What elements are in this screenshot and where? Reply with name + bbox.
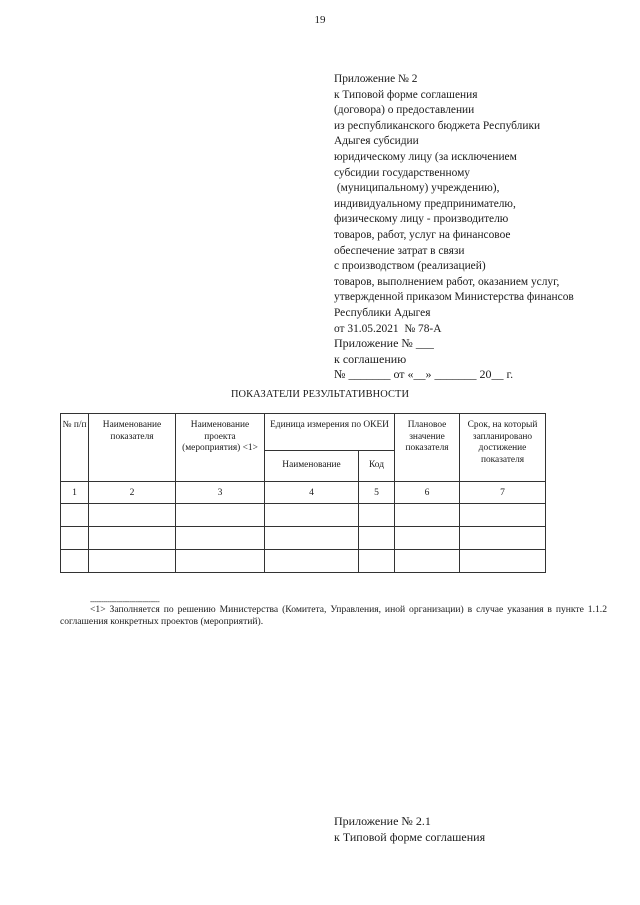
appendix-line: товаров, работ, услуг на финансовое [334,228,511,241]
appendix-line: (договора) о предоставлении [334,104,475,117]
footnote [60,604,607,629]
column-number: 1 [61,482,89,504]
next-appendix-header [334,814,485,845]
agreement-number-date-line: № _______ от «__» _______ 20__ г. [334,367,514,381]
table-cell[interactable] [395,504,460,527]
table-row [61,550,546,573]
table-cell[interactable] [395,550,460,573]
appendix-line: Республики Адыгея [334,306,431,319]
column-number: 5 [359,482,395,504]
table-cell[interactable] [359,550,395,573]
agreement-appendix-line: Приложение № ___ [334,336,434,350]
table-cell[interactable] [265,527,359,550]
appendix-line: от 31.05.2021 № 78-А [334,322,442,335]
page-number: 19 [314,14,326,26]
column-number: 3 [176,482,265,504]
table-header-row [61,414,546,451]
table-cell[interactable] [89,527,176,550]
indicators-table [60,413,546,573]
header-planned-value: Плановое значение показателя [395,414,460,482]
appendix-line: из республиканского бюджета Республики [334,119,541,132]
table-row [61,504,546,527]
appendix-line: индивидуальному предпринимателю, [334,197,516,210]
column-number: 6 [395,482,460,504]
table-cell[interactable] [265,504,359,527]
table-cell[interactable] [395,527,460,550]
header-unit-code: Код [359,451,395,482]
header-num: № п/п [61,414,89,482]
appendix-line: с производством (реализацией) [334,260,486,273]
table-cell[interactable] [61,550,89,573]
appendix-line: Приложение № 2 [334,73,418,85]
table-row [61,527,546,550]
appendix-line: утвержденной приказом Министерства финансов [334,291,574,304]
header-unit-name: Наименование [265,451,359,482]
table-cell[interactable] [61,504,89,527]
header-unit: Единица измерения по ОКЕИ [265,414,395,451]
appendix-line: юридическому лицу (за исключением [334,150,517,163]
header-indicator-name: Наименование показателя [89,414,176,482]
appendix-line: (муниципальному) учреждению), [334,182,500,195]
table-cell[interactable] [89,550,176,573]
footnote-separator: -------------------------------- [90,597,160,606]
next-appendix-line: к Типовой форме соглашения [334,829,486,844]
appendix-line: Адыгея субсидии [334,135,419,148]
table-cell[interactable] [460,504,546,527]
header-project-name: Наименование проекта (мероприятия) <1> [176,414,265,482]
appendix-line: физическому лицу - производителю [334,213,509,226]
table-title: ПОКАЗАТЕЛИ РЕЗУЛЬТАТИВНОСТИ [230,389,410,400]
appendix-line: товаров, выполнением работ, оказанием услуг, [334,275,560,288]
agreement-to-line: к соглашению [334,351,407,366]
agreement-reference [334,336,634,383]
table-cell[interactable] [176,504,265,527]
next-appendix-line: Приложение № 2.1 [334,814,431,828]
table-cell[interactable] [61,527,89,550]
table-cell[interactable] [460,550,546,573]
column-number: 7 [460,482,546,504]
table-cell[interactable] [89,504,176,527]
appendix-line: к Типовой форме соглашения [334,88,478,101]
table-cell[interactable] [359,527,395,550]
header-deadline: Срок, на который запланировано достижение показателя [460,414,546,482]
appendix-line: субсидии государственному [334,166,471,179]
table-cell[interactable] [460,527,546,550]
table-cell[interactable] [265,550,359,573]
table-cell[interactable] [176,527,265,550]
column-number-row [61,482,546,504]
appendix-header [334,72,634,337]
table-cell[interactable] [359,504,395,527]
column-number: 4 [265,482,359,504]
column-number: 2 [89,482,176,504]
appendix-line: обеспечение затрат в связи [334,244,465,257]
table-cell[interactable] [176,550,265,573]
footnote-text: <1> Заполняется по решению Министерства (Комитета, Управления, иной организации) в случае указания в пункте 1.1.2 соглашения конкретных проектов (мероприятий). [60,604,607,628]
